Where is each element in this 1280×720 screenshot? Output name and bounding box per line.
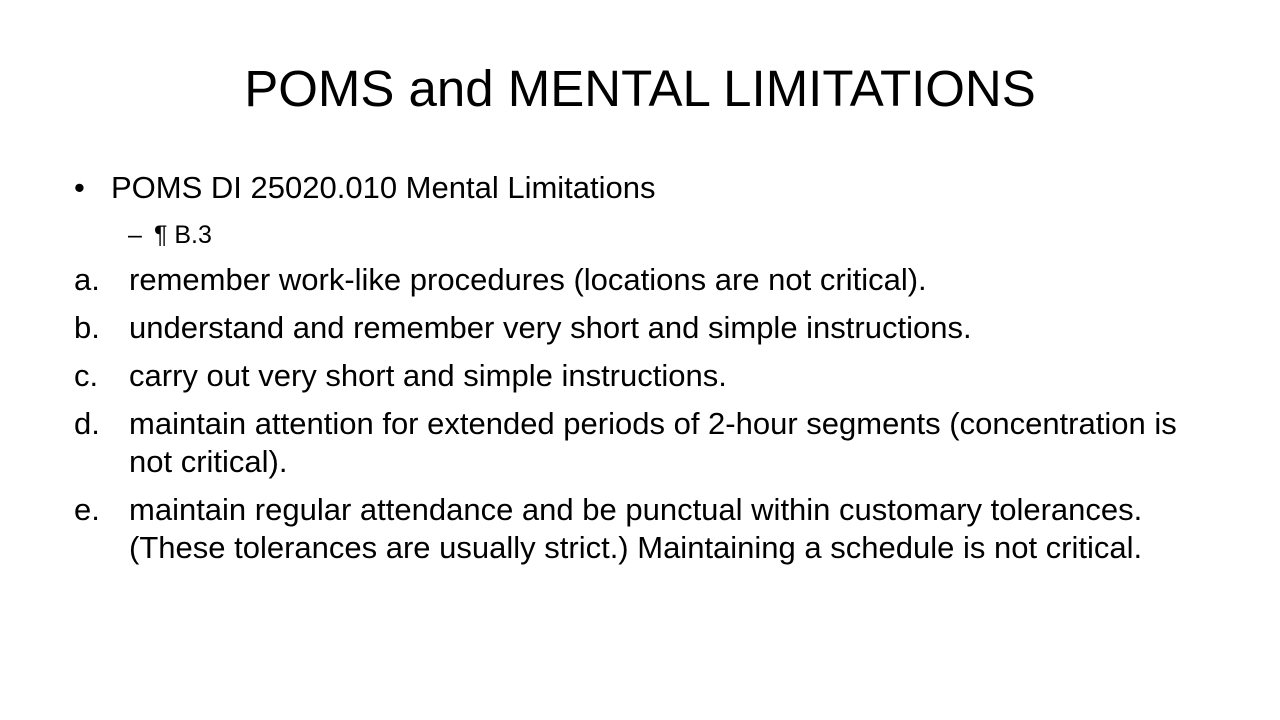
list-item-text: carry out very short and simple instructions.: [129, 358, 727, 393]
list-item-text: remember work-like procedures (locations are not critical).: [129, 262, 927, 297]
bullet-text: POMS DI 25020.010 Mental Limitations: [111, 170, 656, 205]
list-item-letter: e.: [74, 492, 100, 527]
list-item-letter: c.: [74, 358, 99, 393]
list-item-text: maintain attention for extended periods of 2-hour segments (concentration is not critical).: [129, 406, 1177, 479]
bullet-marker: •: [74, 170, 85, 205]
sub-bullet-marker: –: [128, 221, 142, 249]
list-item-letter: a.: [74, 262, 100, 297]
list-item-text: understand and remember very short and simple instructions.: [129, 310, 972, 345]
sub-bullet-text: ¶ B.3: [154, 221, 212, 249]
list-item-text: maintain regular attendance and be punctual within customary tolerances. (These tolerances are usually strict.) Maintaining a schedule is not critical.: [129, 492, 1143, 565]
list-item-letter: b.: [74, 310, 100, 345]
list-item-letter: d.: [74, 406, 100, 441]
slide-title: POMS and MENTAL LIMITATIONS: [244, 60, 1036, 117]
